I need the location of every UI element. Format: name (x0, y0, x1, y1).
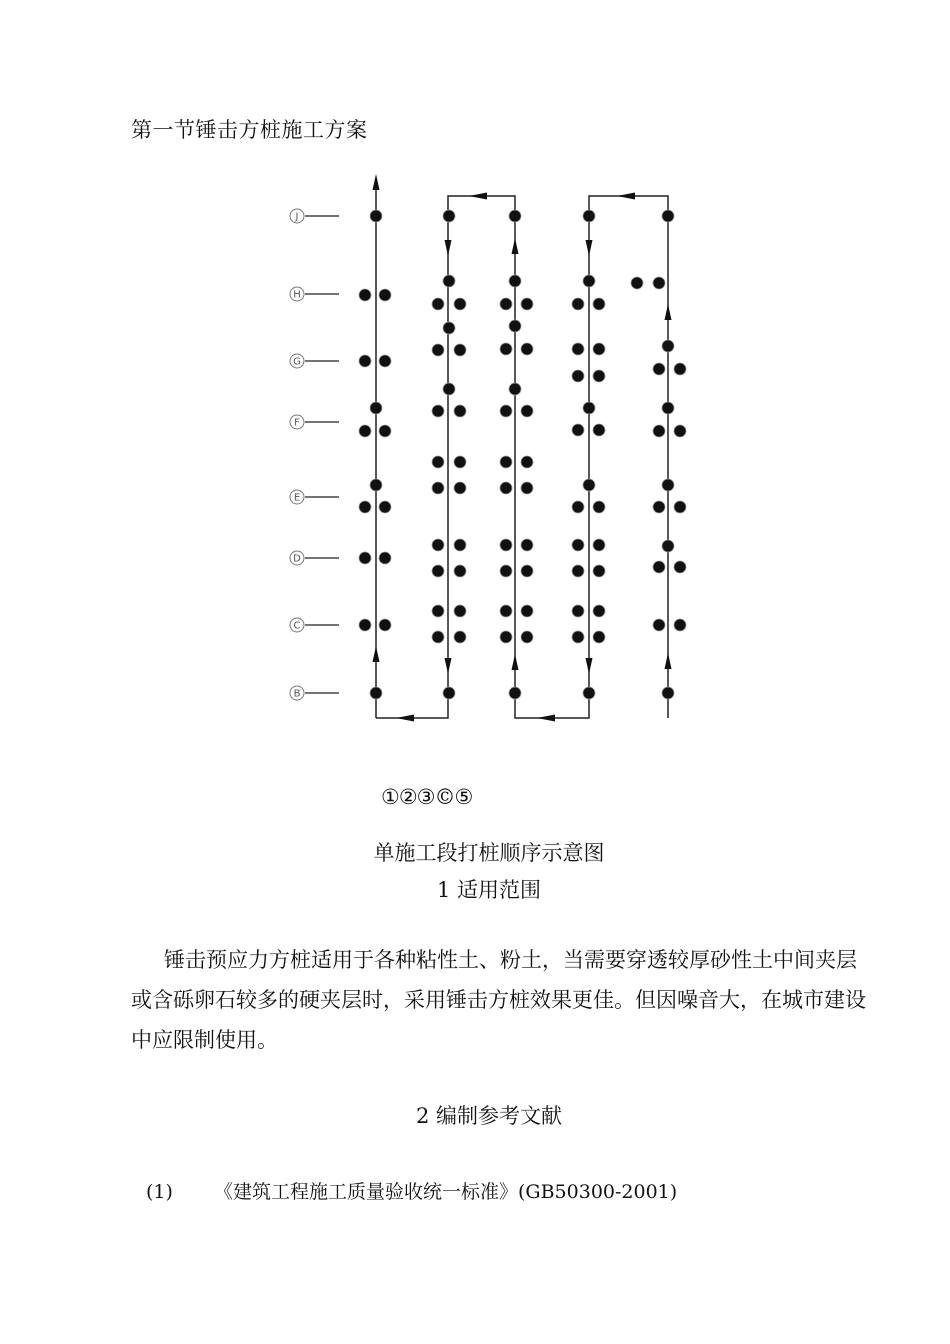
pile (432, 405, 444, 417)
pile (500, 405, 512, 417)
pile (454, 605, 466, 617)
pile (521, 343, 533, 355)
pile (500, 343, 512, 355)
pile (359, 552, 371, 564)
arrow-up-icon (665, 304, 672, 320)
arrow-up-icon (373, 174, 380, 190)
pile (662, 540, 674, 552)
pile (521, 405, 533, 417)
section-1-body: 锤击预应力方桩适用于各种粘性土、粉土，当需要穿透较厚砂性土中间夹层或含砾卵石较多的硬夹层时，采用锤击方桩效果更佳。但因噪音大，在城市建设中应限制使用。 (131, 948, 866, 1052)
pile (509, 383, 521, 395)
pile (500, 565, 512, 577)
pile (500, 605, 512, 617)
pile (500, 456, 512, 468)
pile (509, 320, 521, 332)
pile (443, 322, 455, 334)
pile (521, 298, 533, 310)
pile (500, 298, 512, 310)
pile (521, 605, 533, 617)
pile (653, 277, 665, 289)
pile (509, 210, 521, 222)
pile (500, 482, 512, 494)
pile (509, 275, 521, 287)
pile (379, 501, 391, 513)
pile (379, 289, 391, 301)
pile (593, 424, 605, 436)
pile (674, 363, 686, 375)
pile (454, 631, 466, 643)
pile (454, 539, 466, 551)
pile (631, 277, 643, 289)
pile (653, 619, 665, 631)
pile (432, 631, 444, 643)
arrow-down-icon (586, 658, 593, 674)
pile (443, 275, 455, 287)
pile (593, 343, 605, 355)
svg-text:D: D (293, 553, 301, 565)
pile (359, 425, 371, 437)
arrow-up-icon (373, 646, 380, 662)
pile (572, 298, 584, 310)
axis-j (290, 209, 339, 223)
pile (572, 501, 584, 513)
pile (500, 539, 512, 551)
pile (572, 539, 584, 551)
column-numbers: ①②③©⑤ (381, 785, 473, 809)
svg-text:F: F (294, 417, 300, 429)
axis-b (290, 686, 339, 700)
pile (572, 605, 584, 617)
pile (432, 565, 444, 577)
pile (379, 552, 391, 564)
pile (359, 289, 371, 301)
arrow-down-icon (445, 658, 452, 674)
pile (572, 565, 584, 577)
pile (653, 363, 665, 375)
pile (572, 370, 584, 382)
reference-item (146, 1177, 677, 1204)
pile (370, 479, 382, 491)
pile (454, 405, 466, 417)
pile (359, 355, 371, 367)
pile (593, 605, 605, 617)
svg-text:J: J (295, 211, 299, 223)
pile (370, 402, 382, 414)
svg-text:E: E (293, 492, 301, 504)
pile (593, 370, 605, 382)
axis-e (290, 490, 339, 504)
svg-text:B: B (293, 688, 301, 700)
arrow-up-icon (512, 238, 519, 254)
pile (379, 355, 391, 367)
pile (653, 425, 665, 437)
arrow-left-icon (396, 715, 414, 722)
pile (443, 210, 455, 222)
pile-dots (359, 210, 686, 699)
pile (674, 619, 686, 631)
pile (521, 631, 533, 643)
pile (662, 402, 674, 414)
pile (454, 456, 466, 468)
pile (379, 425, 391, 437)
pile (572, 631, 584, 643)
pile (443, 383, 455, 395)
reference-number: (1) (146, 1181, 173, 1203)
svg-text:C: C (293, 620, 301, 632)
pile (583, 275, 595, 287)
pile (432, 605, 444, 617)
pile (593, 565, 605, 577)
pile (593, 298, 605, 310)
pile (583, 210, 595, 222)
pile (370, 687, 382, 699)
axis-c (290, 618, 339, 632)
axis-d (290, 551, 339, 565)
pile (583, 402, 595, 414)
pile (432, 539, 444, 551)
pile (583, 479, 595, 491)
pile (432, 456, 444, 468)
pile (662, 210, 674, 222)
pile (593, 631, 605, 643)
svg-text:H: H (293, 289, 301, 301)
pile (521, 539, 533, 551)
pile (454, 298, 466, 310)
pile (359, 619, 371, 631)
section-2-title: 2 编制参考文献 (415, 1104, 563, 1128)
pile (454, 482, 466, 494)
pile (583, 687, 595, 699)
pile (674, 561, 686, 573)
pile (370, 210, 382, 222)
section-1-title: 1 适用范围 (436, 878, 542, 902)
pile (359, 501, 371, 513)
pile (593, 539, 605, 551)
pile (443, 687, 455, 699)
pile (521, 456, 533, 468)
arrow-down-icon (586, 240, 593, 256)
pile (662, 687, 674, 699)
pile (432, 344, 444, 356)
arrow-up-icon (665, 653, 672, 669)
section-heading: 第一节锤击方桩施工方案 (131, 118, 368, 142)
reference-text: 《建筑工程施工质量验收统一标准》(GB50300-2001) (214, 1181, 678, 1203)
pile (662, 340, 674, 352)
pile (653, 561, 665, 573)
row-axis-labels (290, 209, 339, 700)
axis-h (290, 287, 339, 301)
arrow-up-icon (512, 654, 519, 670)
axis-g (290, 354, 339, 368)
arrow-down-icon (445, 240, 452, 256)
pile (593, 501, 605, 513)
axis-f (290, 415, 339, 429)
pile (674, 501, 686, 513)
pile (674, 425, 686, 437)
pile (572, 424, 584, 436)
arrow-left-icon (537, 715, 555, 722)
pile (653, 501, 665, 513)
diagram-caption: 单施工段打桩顺序示意图 (373, 841, 605, 865)
pile (500, 631, 512, 643)
pile (432, 298, 444, 310)
arrow-left-icon (617, 193, 635, 200)
pile (521, 565, 533, 577)
pile (662, 479, 674, 491)
arrow-left-icon (469, 193, 487, 200)
pile (572, 343, 584, 355)
pile (509, 687, 521, 699)
svg-text:G: G (293, 356, 301, 368)
pile (432, 482, 444, 494)
pile (454, 565, 466, 577)
pile (379, 619, 391, 631)
pile (521, 482, 533, 494)
pile (454, 344, 466, 356)
